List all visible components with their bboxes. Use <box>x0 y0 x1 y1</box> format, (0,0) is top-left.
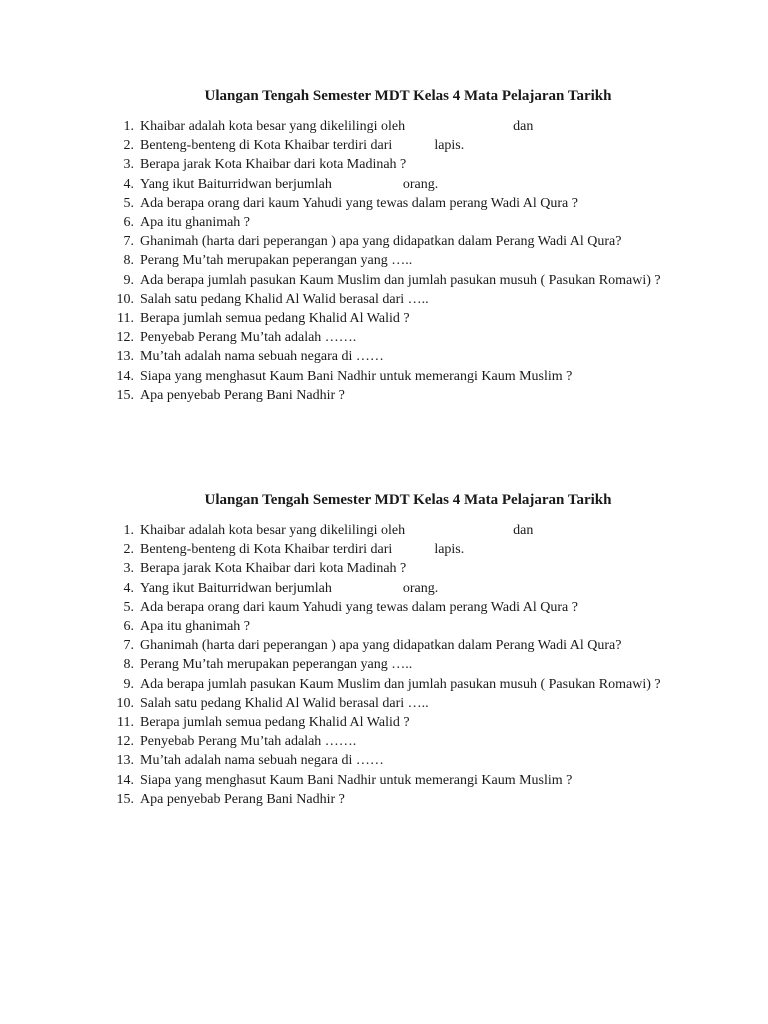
question-text: Perang Mu’tah merupakan peperangan yang ….. <box>140 253 413 269</box>
question-number: 13. <box>116 349 134 365</box>
question-item <box>112 232 692 251</box>
question-number: 5. <box>123 195 134 211</box>
question-number: 10. <box>116 291 134 307</box>
question-number: 3. <box>123 561 134 577</box>
question-text: Salah satu pedang Khalid Al Walid berasal dari ….. <box>140 695 429 711</box>
question-item <box>112 675 692 694</box>
question-text: Ada berapa orang dari kaum Yahudi yang tewas dalam perang Wadi Al Qura ? <box>140 599 578 615</box>
question-item <box>112 155 692 174</box>
question-number: 15. <box>116 791 134 807</box>
question-item <box>112 290 692 309</box>
question-number: 12. <box>116 734 134 750</box>
question-number: 1. <box>123 523 134 538</box>
question-text: Khaibar adalah kota besar yang dikelilingi oleh <box>140 119 406 134</box>
exam-sheet-top <box>112 87 692 405</box>
question-item <box>112 251 692 270</box>
question-text: Ghanimah (harta dari peperangan ) apa yang didapatkan dalam Perang Wadi Al Qura? <box>140 638 622 654</box>
question-number: 12. <box>116 330 134 346</box>
question-text: Benteng-benteng di Kota Khaibar terdiri dari <box>140 542 393 558</box>
question-item <box>112 598 692 617</box>
question-item <box>112 117 692 136</box>
question-number: 4. <box>123 176 134 192</box>
question-item <box>112 540 692 559</box>
question-list <box>112 117 692 405</box>
question-number: 10. <box>116 695 134 711</box>
question-text: Perang Mu’tah merupakan peperangan yang ….. <box>140 657 413 673</box>
question-item <box>112 213 692 232</box>
exam-sheet-bottom <box>112 491 692 809</box>
question-item <box>112 175 692 194</box>
question-item <box>112 771 692 790</box>
question-suffix: lapis. <box>434 138 465 154</box>
question-list <box>112 521 692 809</box>
question-text: Yang ikut Baiturridwan berjumlah <box>140 580 332 596</box>
question-number: 14. <box>116 772 134 788</box>
question-number: 14. <box>116 368 134 384</box>
question-item <box>112 328 692 347</box>
question-number: 7. <box>123 638 134 654</box>
question-text: Ada berapa orang dari kaum Yahudi yang tewas dalam perang Wadi Al Qura ? <box>140 195 578 211</box>
question-number: 15. <box>116 387 134 403</box>
question-suffix: orang. <box>402 580 439 596</box>
question-text: Berapa jumlah semua pedang Khalid Al Walid ? <box>140 715 410 731</box>
exam-title: Ulangan Tengah Semester MDT Kelas 4 Mata Pelajaran Tarikh <box>204 88 612 104</box>
question-item <box>112 521 692 540</box>
exam-title: Ulangan Tengah Semester MDT Kelas 4 Mata Pelajaran Tarikh <box>204 492 612 508</box>
question-number: 8. <box>123 253 134 269</box>
question-number: 13. <box>116 753 134 769</box>
question-text: Mu’tah adalah nama sebuah negara di …… <box>140 349 384 365</box>
question-suffix: lapis. <box>434 542 465 558</box>
question-text: Apa itu ghanimah ? <box>140 619 251 635</box>
question-item <box>112 713 692 732</box>
question-item <box>112 617 692 636</box>
question-number: 4. <box>123 580 134 596</box>
question-text: Ada berapa jumlah pasukan Kaum Muslim dan jumlah pasukan musuh ( Pasukan Romawi) ? <box>140 272 661 288</box>
question-item <box>112 579 692 598</box>
question-suffix: orang. <box>402 176 439 192</box>
question-text: Berapa jumlah semua pedang Khalid Al Walid ? <box>140 311 410 327</box>
question-number: 8. <box>123 657 134 673</box>
question-text: Berapa jarak Kota Khaibar dari kota Madinah ? <box>140 561 407 577</box>
question-text: Apa penyebab Perang Bani Nadhir ? <box>140 791 345 807</box>
question-item <box>112 194 692 213</box>
question-item <box>112 136 692 155</box>
question-suffix: dan <box>513 523 534 538</box>
question-number: 7. <box>123 234 134 250</box>
question-number: 9. <box>123 272 134 288</box>
question-text: Mu’tah adalah nama sebuah negara di …… <box>140 753 384 769</box>
question-text: Siapa yang menghasut Kaum Bani Nadhir untuk memerangi Kaum Muslim ? <box>140 368 573 384</box>
question-text: Apa itu ghanimah ? <box>140 215 251 231</box>
question-item <box>112 271 692 290</box>
question-item <box>112 347 692 366</box>
question-text: Ada berapa jumlah pasukan Kaum Muslim dan jumlah pasukan musuh ( Pasukan Romawi) ? <box>140 676 661 692</box>
question-number: 9. <box>123 676 134 692</box>
question-text: Benteng-benteng di Kota Khaibar terdiri dari <box>140 138 393 154</box>
question-text: Apa penyebab Perang Bani Nadhir ? <box>140 387 345 403</box>
question-text: Ghanimah (harta dari peperangan ) apa yang didapatkan dalam Perang Wadi Al Qura? <box>140 234 622 250</box>
question-item <box>112 751 692 770</box>
question-text: Penyebab Perang Mu’tah adalah ……. <box>140 734 357 750</box>
question-number: 2. <box>123 542 134 558</box>
question-text: Berapa jarak Kota Khaibar dari kota Madinah ? <box>140 157 407 173</box>
question-number: 5. <box>123 599 134 615</box>
question-text: Yang ikut Baiturridwan berjumlah <box>140 176 332 192</box>
question-text: Khaibar adalah kota besar yang dikelilingi oleh <box>140 523 406 538</box>
question-item <box>112 559 692 578</box>
question-item <box>112 309 692 328</box>
question-number: 2. <box>123 138 134 154</box>
question-number: 6. <box>123 619 134 635</box>
question-item <box>112 732 692 751</box>
question-text: Penyebab Perang Mu’tah adalah ……. <box>140 330 357 346</box>
question-item <box>112 655 692 674</box>
question-number: 11. <box>117 715 134 731</box>
question-item <box>112 790 692 809</box>
question-item <box>112 694 692 713</box>
question-text: Salah satu pedang Khalid Al Walid berasal dari ….. <box>140 291 429 307</box>
question-number: 6. <box>123 215 134 231</box>
question-number: 3. <box>123 157 134 173</box>
question-item <box>112 386 692 405</box>
question-number: 11. <box>117 311 134 327</box>
question-item <box>112 636 692 655</box>
question-suffix: dan <box>513 119 534 134</box>
question-number: 1. <box>123 119 134 134</box>
question-item <box>112 367 692 386</box>
question-text: Siapa yang menghasut Kaum Bani Nadhir untuk memerangi Kaum Muslim ? <box>140 772 573 788</box>
